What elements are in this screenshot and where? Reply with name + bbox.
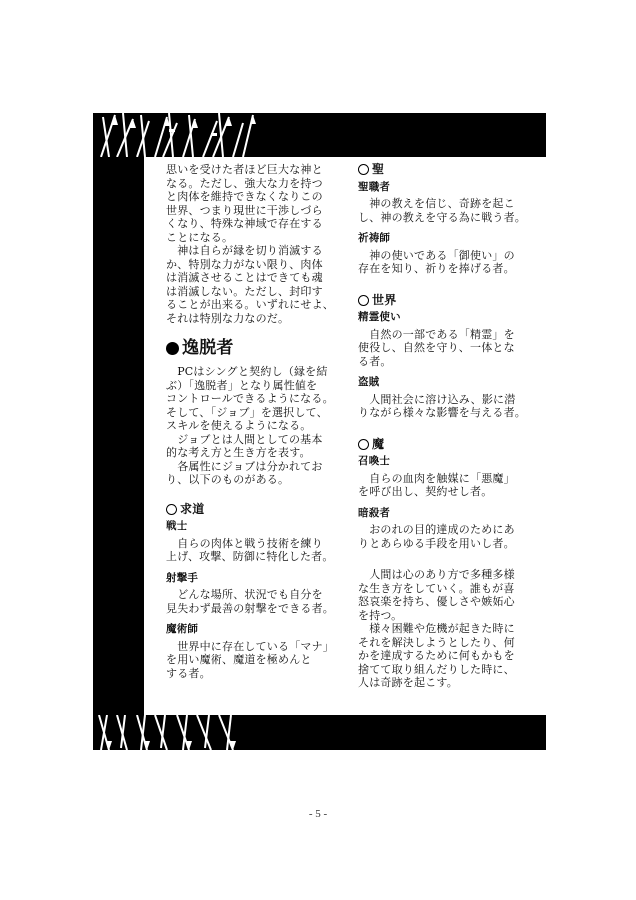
section-title: 逸脱者 (182, 338, 234, 358)
group-heading (358, 163, 543, 177)
section-heading (166, 337, 353, 359)
filled-circle-icon (166, 342, 179, 355)
hollow-circle-icon (358, 439, 369, 450)
role-name: 暗殺者 (358, 506, 391, 519)
weapon-silhouette-icon (93, 113, 546, 157)
group-title: 魔 (372, 436, 385, 451)
hollow-circle-icon (358, 164, 369, 175)
subsection-heading (166, 503, 353, 517)
role-name: 祈祷師 (358, 232, 391, 244)
subsection-title: 求道 (180, 501, 205, 516)
left-decor-bar (93, 157, 144, 715)
role-name: 魔術師 (166, 623, 199, 635)
role-desc: 自然の一部である「精霊」を 使役し、自然を守り、一体とな る者。 (358, 327, 515, 368)
footer-decor-band (93, 715, 546, 750)
header-decor-band (93, 113, 546, 157)
intro-paragraph: 神は自らが縁を切り消滅する か、特別な力がない限り、肉体 は消滅させることはできても魂 は消滅しない。ただし、封印す ることが出来る。いずれにせよ、 それは特別な力なのだ。 (166, 244, 334, 325)
role-desc: どんな場所、状況でも自分を 見失わず最善の射撃をできる者。 (166, 588, 334, 615)
role-desc: 人間社会に溶け込み、影に潜 りながら様々な影響を与える者。 (358, 392, 526, 419)
role-name: 召喚士 (358, 455, 391, 467)
role-name: 射撃手 (166, 571, 199, 584)
right-column (358, 163, 543, 690)
left-column (166, 163, 353, 688)
intro-paragraph: 思いを受けた者ほど巨大な神と なる。ただし、強大な力を持つ と肉体を維持できなくなりこの 世界、つまり現世に干渉しづら くなり、特殊な神域で存在する ことになる。 (166, 163, 323, 244)
role-desc: おのれの目的達成のためにあ りとあらゆる手段を用いし者。 (358, 523, 515, 550)
closing-paragraph: 人間は心のあり方で多種多様 な生き方をしていく。誰もが喜 怒哀楽を持ち、優しさや嫉妬心 を持つ。 (358, 568, 515, 622)
group-title: 聖 (372, 162, 385, 176)
role-desc: 自らの血肉を触媒に「悪魔」 を呼び出し、契約せし者。 (358, 471, 515, 498)
page-number: - 5 - (308, 808, 328, 820)
section-paragraph: PCはシングと契約し（縁を結 ぶ）「逸脱者」となり属性値を コントロールできるようになる。 そして、「ジョブ」を選択して、 スキルを使えるようになる。 (166, 365, 334, 432)
group-title: 世界 (372, 292, 397, 307)
hollow-circle-icon (358, 295, 369, 306)
closing-paragraph: 様々困難や危機が起きた時に それを解決しようとしたり、何 かを達成するために何もかもを 捨てて取り組んだりした時に、 人は奇跡を起こす。 (358, 622, 515, 689)
role-name: 戦士 (166, 520, 188, 532)
section-paragraph: 各属性にジョブは分かれてお り、以下のものがある。 (166, 459, 323, 486)
group-heading (358, 294, 543, 308)
weapon-silhouette-icon (93, 715, 546, 750)
role-desc: 自らの肉体と戦う技術を練り 上げ、攻撃、防御に特化した者。 (166, 536, 334, 563)
role-name: 盗賊 (358, 376, 380, 388)
role-desc: 神の使いである「御使い」の 存在を知り、祈りを捧げる者。 (358, 248, 515, 275)
section-paragraph: ジョブとは人間としての基本 的な考え方と生き方を表す。 (166, 432, 323, 459)
role-name: 聖職者 (358, 180, 391, 193)
group-heading (358, 438, 543, 452)
role-desc: 世界中に存在している「マナ」 を用い魔術、魔道を極めんと する者。 (166, 639, 334, 680)
role-desc: 神の教えを信じ、奇跡を起こ し、神の教えを守る為に戦う者。 (358, 197, 526, 224)
hollow-circle-icon (166, 504, 177, 515)
role-name: 精霊使い (358, 311, 401, 323)
